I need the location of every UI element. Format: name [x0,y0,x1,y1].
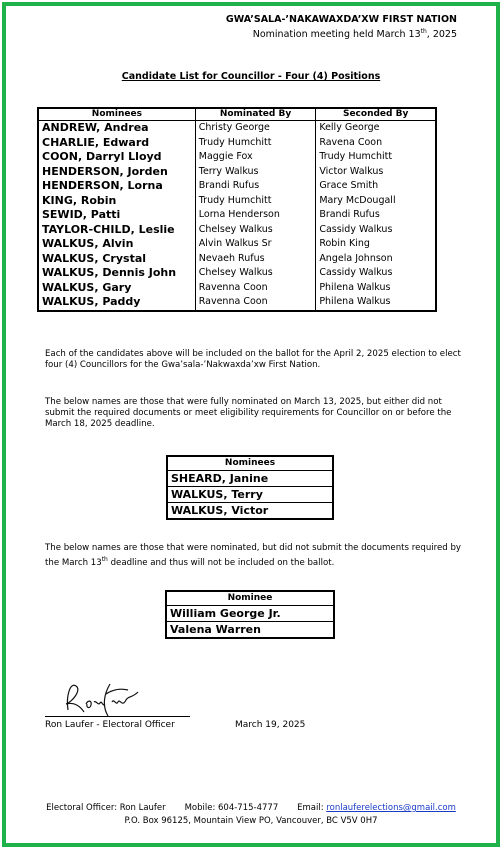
table-row [38,121,436,136]
table-row [38,266,436,281]
nominated-by-cell: Terry Walkus [195,165,316,180]
seconded-by-cell: Victor Walkus [316,165,436,180]
nominated-by-cell: Brandi Rufus [195,179,316,194]
table-row [166,606,334,622]
document-title: Candidate List for Councillor - Four (4) Positions [121,71,381,82]
table-row [38,150,436,165]
nominee-cell: CHARLIE, Edward [38,136,195,151]
nominee-cell: WALKUS, Dennis John [38,266,195,281]
col-header: Nominee [166,591,334,606]
seconded-by-cell: Kelly George [316,121,436,136]
nominee-cell: WALKUS, Victor [167,503,333,520]
nominated-by-cell: Nevaeh Rufus [195,252,316,267]
signatory-name: Ron Laufer - Electoral Officer [45,720,175,730]
seconded-by-cell: Philena Walkus [316,295,436,311]
table-row [166,622,334,639]
signature-line [45,716,190,717]
table-row [38,281,436,296]
col-header: Nominees [38,108,195,121]
email-link[interactable]: ronlauferelections@gmail.com [326,803,456,813]
footer-mobile: Mobile: 604-715-4777 [184,803,279,813]
seconded-by-cell: Grace Smith [316,179,436,194]
nominated-by-cell: Ravenna Coon [195,295,316,311]
nominated-by-cell: Trudy Humchitt [195,136,316,151]
nominated-by-cell: Alvin Walkus Sr [195,237,316,252]
seconded-by-cell: Ravena Coon [316,136,436,151]
seconded-by-cell: Brandi Rufus [316,208,436,223]
nominee-cell: WALKUS, Terry [167,487,333,503]
seconded-by-cell: Angela Johnson [316,252,436,267]
nominee-cell: Valena Warren [166,622,334,639]
ineligible-paragraph: The below names are those that were fully nominated on March 13, 2025, but either did not submit the required documents or meet eligibility requirements for Councillor on or before the March 18, 2025 deadline. [45,397,452,429]
table-row [38,252,436,267]
nominee-cell: WALKUS, Crystal [38,252,195,267]
nominated-by-cell: Trudy Humchitt [195,194,316,209]
footer-officer: Electoral Officer: Ron Laufer [46,803,166,813]
table-row [38,179,436,194]
seconded-by-cell: Trudy Humchitt [316,150,436,165]
col-header: Seconded By [316,108,436,121]
nominee-cell: TAYLOR-CHILD, Leslie [38,223,195,238]
excluded-nominees-table [165,590,335,639]
ineligible-nominees-table [166,455,334,520]
excluded-paragraph: The below names are those that were nominated, but did not submit the documents required by the March 13th deadline and thus will not be included on the ballot. [45,543,462,568]
seconded-by-cell: Philena Walkus [316,281,436,296]
nominee-cell: SHEARD, Janine [167,471,333,487]
signature-image [58,676,148,718]
col-header: Nominees [167,456,333,471]
footer-address: P.O. Box 96125, Mountain View PO, Vancouver, BC V5V 0H7 [124,816,378,826]
ballot-paragraph: Each of the candidates above will be included on the ballot for the April 2, 2025 election to elect four (4) Councillors for the Gwa’sala-’Nakwaxda’xw First Nation. [45,349,461,370]
nominated-by-cell: Ravenna Coon [195,281,316,296]
nominee-cell: SEWID, Patti [38,208,195,223]
table-row [167,471,333,487]
col-header: Nominated By [195,108,316,121]
nominee-cell: KING, Robin [38,194,195,209]
footer-contact [0,803,502,813]
table-row [38,194,436,209]
nation-name: GWA’SALA-’NAKAWAXDA’XW FIRST NATION [225,14,457,25]
seconded-by-cell: Mary McDougall [316,194,436,209]
table-row [167,503,333,520]
nominated-by-cell: Chelsey Walkus [195,223,316,238]
nominee-cell: WALKUS, Gary [38,281,195,296]
table-row [167,487,333,503]
nominated-by-cell: Chelsey Walkus [195,266,316,281]
nominated-by-cell: Maggie Fox [195,150,316,165]
table-row [38,165,436,180]
footer-email-label: Email: [297,803,324,813]
table-row [38,136,436,151]
candidates-table [37,107,437,312]
signature-date: March 19, 2025 [235,720,306,730]
nominee-cell: COON, Darryl Lloyd [38,150,195,165]
nominee-cell: WALKUS, Paddy [38,295,195,311]
nominated-by-cell: Lorna Henderson [195,208,316,223]
nominee-cell: William George Jr. [166,606,334,622]
table-header-row [38,108,436,121]
table-row [38,295,436,311]
seconded-by-cell: Cassidy Walkus [316,223,436,238]
table-row [38,223,436,238]
seconded-by-cell: Cassidy Walkus [316,266,436,281]
nominated-by-cell: Christy George [195,121,316,136]
nominee-cell: HENDERSON, Lorna [38,179,195,194]
seconded-by-cell: Robin King [316,237,436,252]
nominee-cell: HENDERSON, Jorden [38,165,195,180]
table-row [38,237,436,252]
table-row [38,208,436,223]
nominee-cell: ANDREW, Andrea [38,121,195,136]
nominee-cell: WALKUS, Alvin [38,237,195,252]
meeting-date-line: Nomination meeting held March 13th, 2025 [252,28,457,41]
